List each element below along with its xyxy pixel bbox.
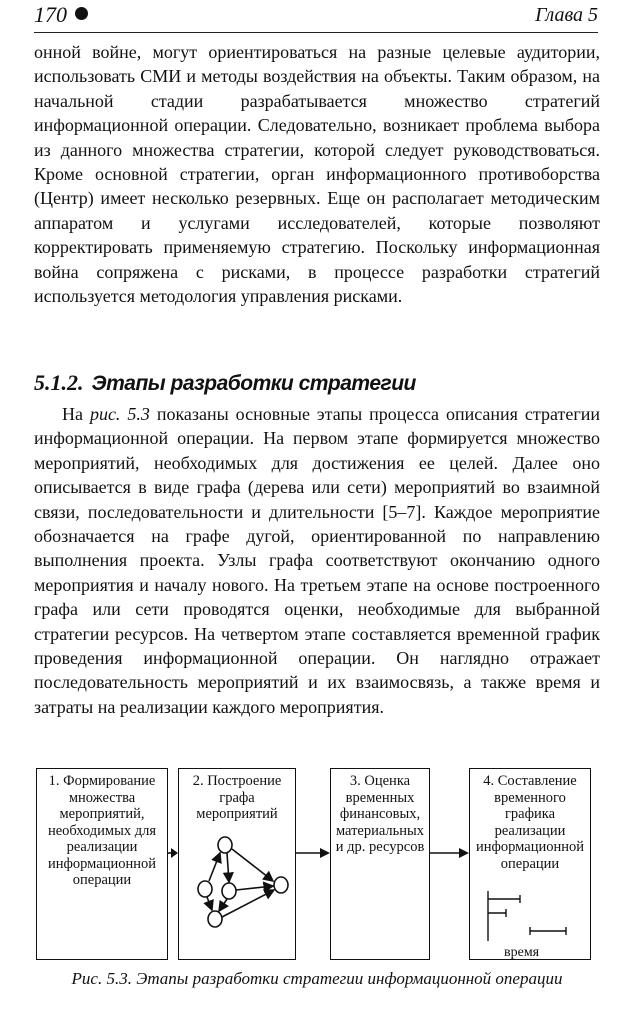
stage-box-1: 1. Формирование множества мероприятий, необходимых для реализации информационной операции	[36, 768, 168, 960]
gantt-chart-icon	[480, 887, 580, 947]
arrow-icon	[296, 846, 330, 860]
stage-box-4	[469, 768, 591, 960]
paragraph-stages	[34, 402, 600, 719]
page-number: 170	[34, 2, 88, 28]
chapter-title: Глава 5	[535, 4, 598, 26]
section-number: 5.1.2.	[34, 370, 84, 395]
page-header	[34, 0, 598, 33]
paragraph-body: показаны основные этапы процесса описания стратегии информационной операции. На первом этапе формируется множество мероприятий, необходимых для достижения ее целей. Далее оно описывается в виде графа (дерева или сети) мероприятий во взаимной связи, последовательности и длительности [5–7]. Каждое мероприятие обозначается на графе дугой, ориентированной по направлению выполнения проекта. Узлы графа соответствуют окончанию одного мероприятия и началу нового. На третьем этапе на основе построенного графа или сети проводятся оценки, необходимые для выбранной стратегии ресурсов. На четвертом этапе составляется временной график проведения информационной операции. Он наглядно отражает последовательность мероприятий и их взаимосвязь, а также время и затраты на реализации каждого мероприятия.	[34, 404, 600, 717]
figure-reference: рис. 5.3	[89, 404, 150, 424]
time-axis-label: время	[504, 945, 540, 960]
paragraph-intro: онной войне, могут ориентироваться на разные целевые аудитории, использовать СМИ и методы воздействия на объекты. Таким образом, на начальной стадии разрабатывается множество стратегий информационной операции. Следовательно, возникает проблема выбора из данного множества стратегии, которой следует руководствоваться. Кроме основной стратегии, орган информационного противоборства (Центр) имеет несколько резервных. Еще он располагает методическим аппаратом и услугами исследователей, которые позволяют корректировать применяемую стратегию. Поскольку информационная война сопряжена с рисками, в процессе разработки стратегий используется методология управления рисками.	[34, 42, 600, 307]
bullet-icon	[75, 7, 88, 20]
graph-icon	[181, 831, 293, 951]
stage-box-3: 3. Оценка временных финансовых, материальных и др. ресурсов	[330, 768, 430, 960]
section-title: Этапы разработки стратегии	[91, 372, 416, 395]
figure-caption: Рис. 5.3. Этапы разработки стратегии информационной операции	[71, 969, 563, 988]
stage-box-2	[178, 768, 296, 960]
stage-box-2-label: 2. Построение графа мероприятий	[192, 773, 282, 822]
arrow-icon	[168, 846, 178, 860]
stage-box-4-label: 4. Составление временного графика реализации информационной операции	[475, 773, 584, 872]
section-heading	[34, 370, 416, 396]
arrow-icon	[430, 846, 469, 860]
paragraph-lead: На	[62, 404, 90, 424]
